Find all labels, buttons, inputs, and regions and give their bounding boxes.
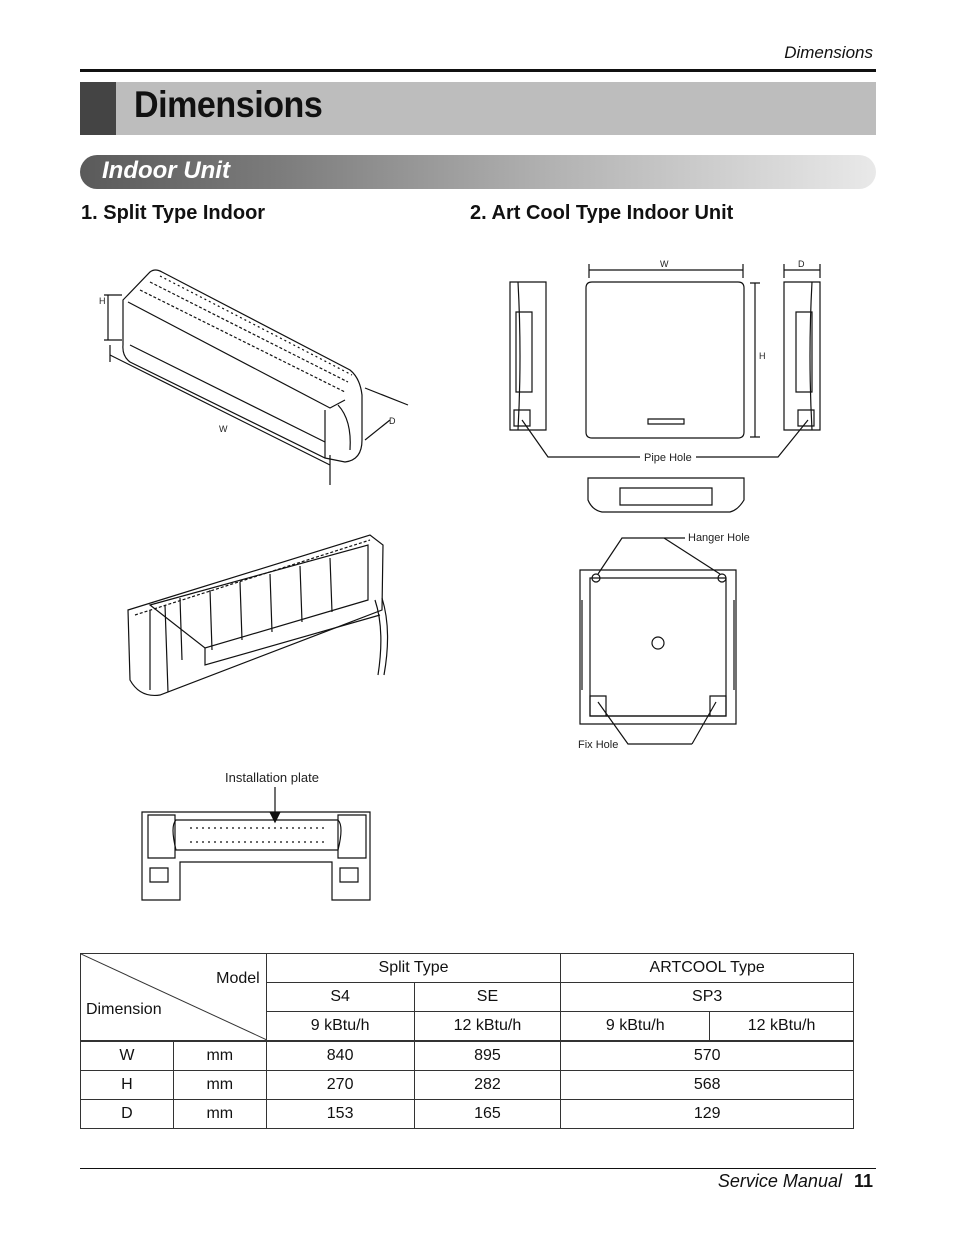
section-title: Indoor Unit [102,157,230,184]
split-h-label: H [99,296,106,306]
manual-name: Service Manual [717,1171,842,1191]
fix-hole-label: Fix Hole [578,739,619,751]
table-row [81,1071,854,1100]
value-cell: 570 [561,1041,854,1071]
value-cell: 165 [414,1100,561,1129]
installation-plate-label: Installation plate [225,770,319,785]
page-number: 11 [853,1171,873,1191]
unit-cell: mm [173,1100,266,1129]
table-row [81,1100,854,1129]
dim-cell: D [81,1100,174,1129]
capacity-cell: 9 kBtu/h [266,1012,414,1042]
hanger-hole-label: Hanger Hole [688,532,750,544]
pipe-hole-label: Pipe Hole [644,452,692,464]
artcool-side-left-drawing [510,282,546,430]
split-w-label: W [219,424,228,434]
dim-cell: H [81,1071,174,1100]
artcool-type-header: ARTCOOL Type [561,954,854,983]
artcool-front-drawing [586,264,760,438]
value-cell: 270 [266,1071,414,1100]
running-header: Dimensions [784,43,873,62]
split-unit-open-drawing [128,535,388,695]
corner-cell [81,954,267,1042]
artcool-bottom-drawing [588,478,744,512]
value-cell: 129 [561,1100,854,1129]
corner-diagonal [81,954,267,1040]
model-s4: S4 [266,983,414,1012]
corner-dimension-label: Dimension [86,1001,162,1018]
capacity-cell: 12 kBtu/h [710,1012,854,1042]
value-cell: 895 [414,1041,561,1071]
model-sp3: SP3 [561,983,854,1012]
artcool-side-right-drawing [784,264,820,430]
capacity-cell: 12 kBtu/h [414,1012,561,1042]
installation-plate-drawing [142,787,370,900]
page-title: Dimensions [134,84,323,125]
unit-cell: mm [173,1071,266,1100]
artcool-w-label: W [660,259,669,269]
value-cell: 568 [561,1071,854,1100]
dim-cell: W [81,1041,174,1071]
table-header-row [81,954,854,983]
model-se: SE [414,983,561,1012]
artcool-d-label: D [798,259,805,269]
capacity-cell: 9 kBtu/h [561,1012,710,1042]
value-cell: 153 [266,1100,414,1129]
artcool-back-drawing [580,538,736,744]
split-unit-front-drawing [104,270,408,485]
table-row [81,1041,854,1071]
artcool-h-label: H [759,351,766,361]
page-footer [718,1171,873,1192]
split-d-label: D [389,416,396,426]
value-cell: 282 [414,1071,561,1100]
bottom-rule [80,1168,876,1169]
corner-model-label: Model [216,970,260,987]
split-type-heading: 1. Split Type Indoor [81,202,266,224]
value-cell: 840 [266,1041,414,1071]
artcool-type-heading: 2. Art Cool Type Indoor Unit [470,202,734,224]
split-type-header: Split Type [266,954,561,983]
dimensions-table [80,953,854,1129]
unit-cell: mm [173,1041,266,1071]
